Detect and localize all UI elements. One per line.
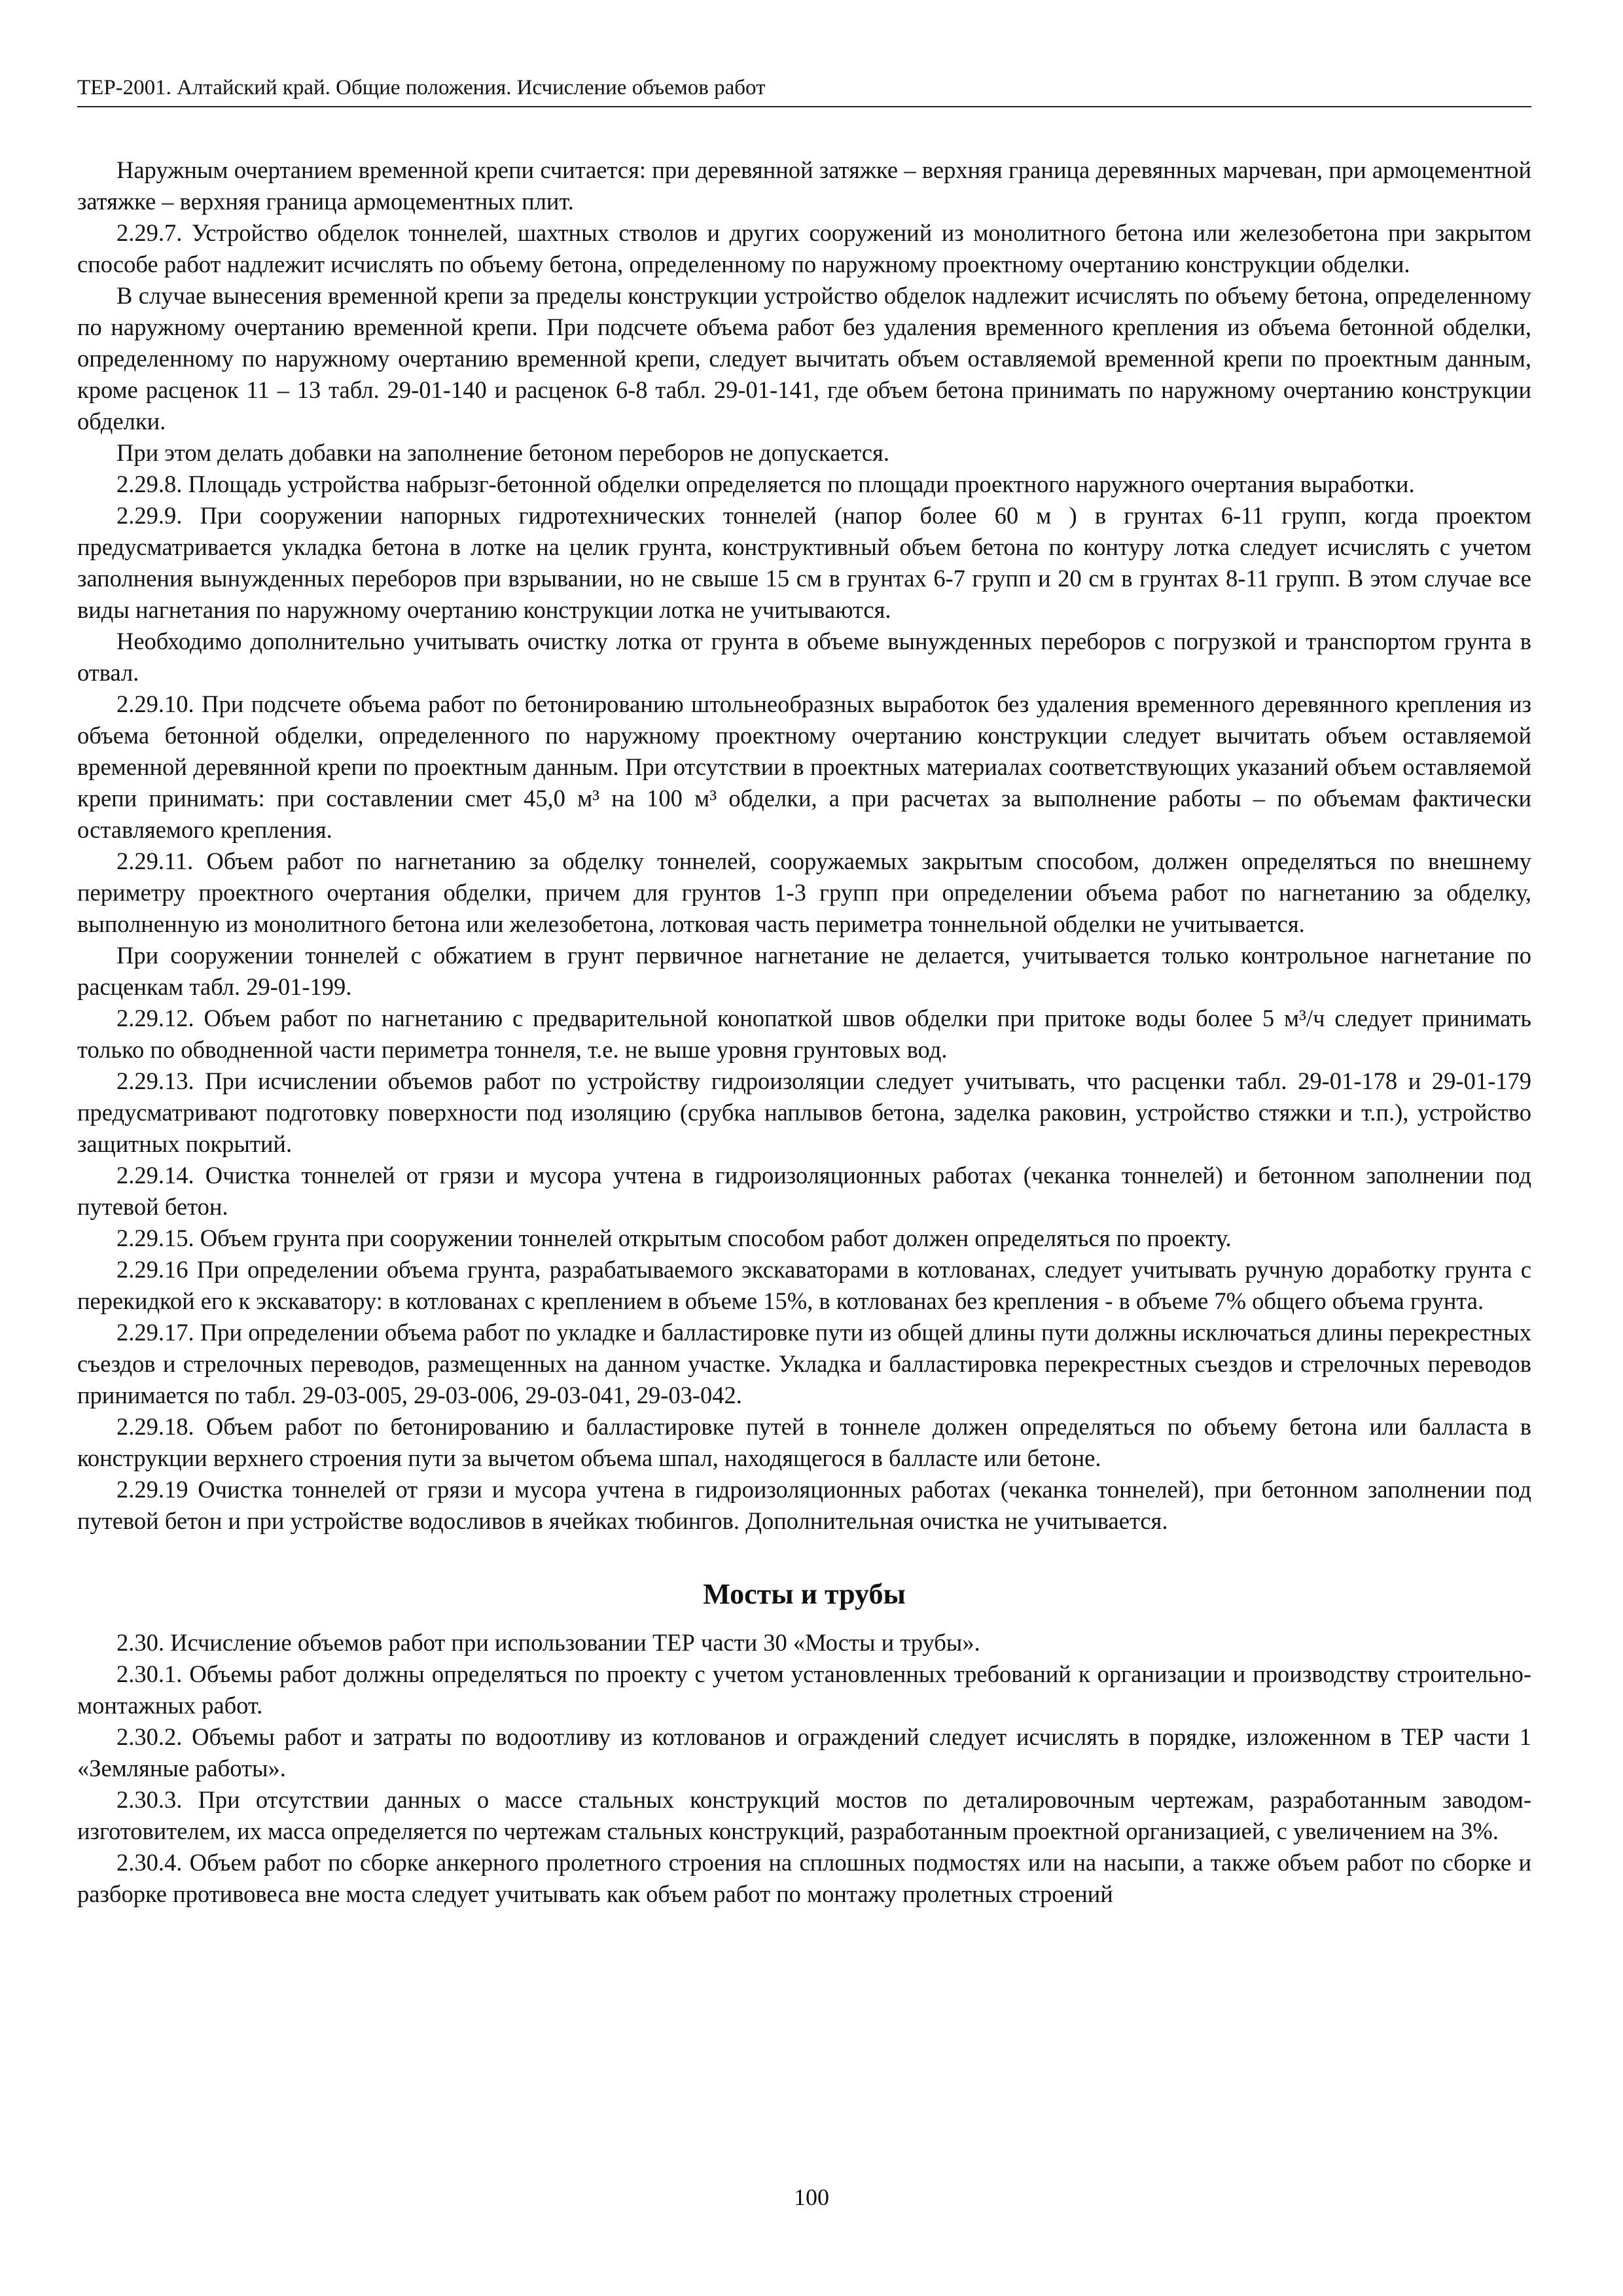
paragraph: 2.30.3. При отсутствии данных о массе стальных конструкций мостов по деталировочным чертежам, разработанным заводом-изготовителем, их масса определяется по чертежам стальных конструкций, разработанным проектной организацией, с увеличением на 3%.	[77, 1786, 1531, 1844]
paragraph: Наружным очертанием временной крепи считается: при деревянной затяжке – верхняя граница деревянных марчеван, при армоцементной затяжке – верхняя граница армоцементных плит.	[77, 156, 1531, 215]
page-content	[77, 154, 1531, 1910]
paragraph: 2.29.10. При подсчете объема работ по бетонированию штольнеобразных выработок без удаления временного деревянного крепления из объема бетонной обделки, определенного по наружному проектному очертанию конструкции следует вычитать объем оставляемой временной деревянной крепи по проектным данным. При отсутствии в проектных материалах соответствующих указаний объем оставляемой крепи принимать: при составлении смет 45,0 м³ на 100 м³ обделки, а при расчетах за выполнение работы – по объемам фактически оставляемого крепления.	[77, 691, 1531, 843]
paragraph: 2.30. Исчисление объемов работ при использовании ТЕР части 30 «Мосты и трубы».	[116, 1629, 980, 1656]
paragraph: 2.30.4. Объем работ по сборке анкерного пролетного строения на сплошных подмостях или на насыпи, а также объем работ по сборке и разборке противовеса вне моста следует учитывать как объем работ по монтажу пролетных строений	[77, 1849, 1531, 1907]
paragraph: 2.29.15. Объем грунта при сооружении тоннелей открытым способом работ должен определяться по проекту.	[116, 1225, 1232, 1251]
paragraph: 2.29.16 При определении объема грунта, разрабатываемого экскаваторами в котлованах, следует учитывать ручную доработку грунта с перекидкой его к экскаватору: в котлованах с креплением в объеме 15%, в котлованах без крепления - в объеме 7% общего объема грунта.	[77, 1256, 1531, 1314]
paragraph: 2.30.1. Объемы работ должны определяться по проекту с учетом установленных требований к организации и производству строительно-монтажных работ.	[77, 1660, 1531, 1719]
running-header: ТЕР-2001. Алтайский край. Общие положения. Исчисление объемов работ	[77, 73, 1531, 107]
paragraph: При сооружении тоннелей с обжатием в грунт первичное нагнетание не делается, учитывается только контрольное нагнетание по расценкам табл. 29-01-199.	[77, 942, 1531, 1000]
paragraph: 2.29.12. Объем работ по нагнетанию с предварительной конопаткой швов обделки при притоке воды более 5 м³/ч следует принимать только по обводненной части периметра тоннеля, т.е. не выше уровня грунтовых вод.	[77, 1005, 1531, 1063]
section-title: Мосты и трубы	[703, 1578, 906, 1610]
paragraph: В случае вынесения временной крепи за пределы конструкции устройство обделок надлежит исчислять по объему бетона, определенному по наружному очертанию временной крепи. При подсчете объема работ без удаления временного крепления из объема бетонной обделки, определенному по наружному очертанию временной крепи, следует вычитать объем оставляемой временной крепи по проектным данным, кроме расценок 11 – 13 табл. 29-01-140 и расценок 6-8 табл. 29-01-141, где объем бетона принимать по наружному очертанию конструкции обделки.	[77, 282, 1531, 435]
paragraph: При этом делать добавки на заполнение бетоном переборов не допускается.	[116, 439, 889, 466]
paragraph: 2.29.19 Очистка тоннелей от грязи и мусора учтена в гидроизоляционных работах (чеканка тоннелей), при бетонном заполнении под путевой бетон и при устройстве водосливов в ячейках тюбингов. Дополнительная очистка не учитывается.	[77, 1476, 1531, 1534]
paragraph: 2.29.7. Устройство обделок тоннелей, шахтных стволов и других сооружений из монолитного бетона или железобетона при закрытом способе работ надлежит исчислять по объему бетона, определенному по наружному проектному очертанию конструкции обделки.	[77, 219, 1531, 278]
paragraph: 2.30.2. Объемы работ и затраты по водоотливу из котлованов и ограждений следует исчислять в порядке, изложенном в ТЕР части 1 «Земляные работы».	[77, 1723, 1531, 1782]
paragraph: 2.29.18. Объем работ по бетонированию и балластировке путей в тоннеле должен определяться по объему бетона или балласта в конструкции верхнего строения пути за вычетом объема шпал, находящегося в балласте или бетоне.	[77, 1413, 1531, 1471]
paragraph: 2.29.13. При исчислении объемов работ по устройству гидроизоляции следует учитывать, что расценки табл. 29-01-178 и 29-01-179 предусматривают подготовку поверхности под изоляцию (срубка наплывов бетона, заделка раковин, устройство стяжки и т.п.), устройство защитных покрытий.	[77, 1067, 1531, 1157]
paragraph: 2.29.8. Площадь устройства набрызг-бетонной обделки определяется по площади проектного наружного очертания выработки.	[116, 471, 1415, 497]
page-number: 100	[794, 2184, 829, 2210]
paragraph: 2.29.9. При сооружении напорных гидротехнических тоннелей (напор более 60 м ) в грунтах 6-11 групп, когда проектом предусматривается укладка бетона в лотке на целик грунта, конструктивный объем бетона по контуру лотка следует исчислять с учетом заполнения вынужденных переборов при взрывании, но не свыше 15 см в грунтах 6-7 групп и 20 см в грунтах 8-11 групп. В этом случае все виды нагнетания по наружному очертанию конструкции лотка не учитываются.	[77, 502, 1531, 623]
paragraph: 2.29.11. Объем работ по нагнетанию за обделку тоннелей, сооружаемых закрытым способом, должен определяться по внешнему периметру проектного очертания обделки, причем для грунтов 1-3 групп при определении объема работ по нагнетанию за обделку, выполненную из монолитного бетона или железобетона, лотковая часть периметра тоннельной обделки не учитывается.	[77, 848, 1531, 937]
paragraph: 2.29.14. Очистка тоннелей от грязи и мусора учтена в гидроизоляционных работах (чеканка тоннелей) и бетонном заполнении под путевой бетон.	[77, 1162, 1531, 1220]
paragraph: 2.29.17. При определении объема работ по укладке и балластировке пути из общей длины пути должны исключаться длины перекрестных съездов и стрелочных переводов, размещенных на данном участке. Укладка и балластировка перекрестных съездов и стрелочных переводов принимается по табл. 29-03-005, 29-03-006, 29-03-041, 29-03-042.	[77, 1319, 1531, 1408]
paragraph: Необходимо дополнительно учитывать очистку лотка от грунта в объеме вынужденных переборов с погрузкой и транспортом грунта в отвал.	[77, 628, 1531, 686]
